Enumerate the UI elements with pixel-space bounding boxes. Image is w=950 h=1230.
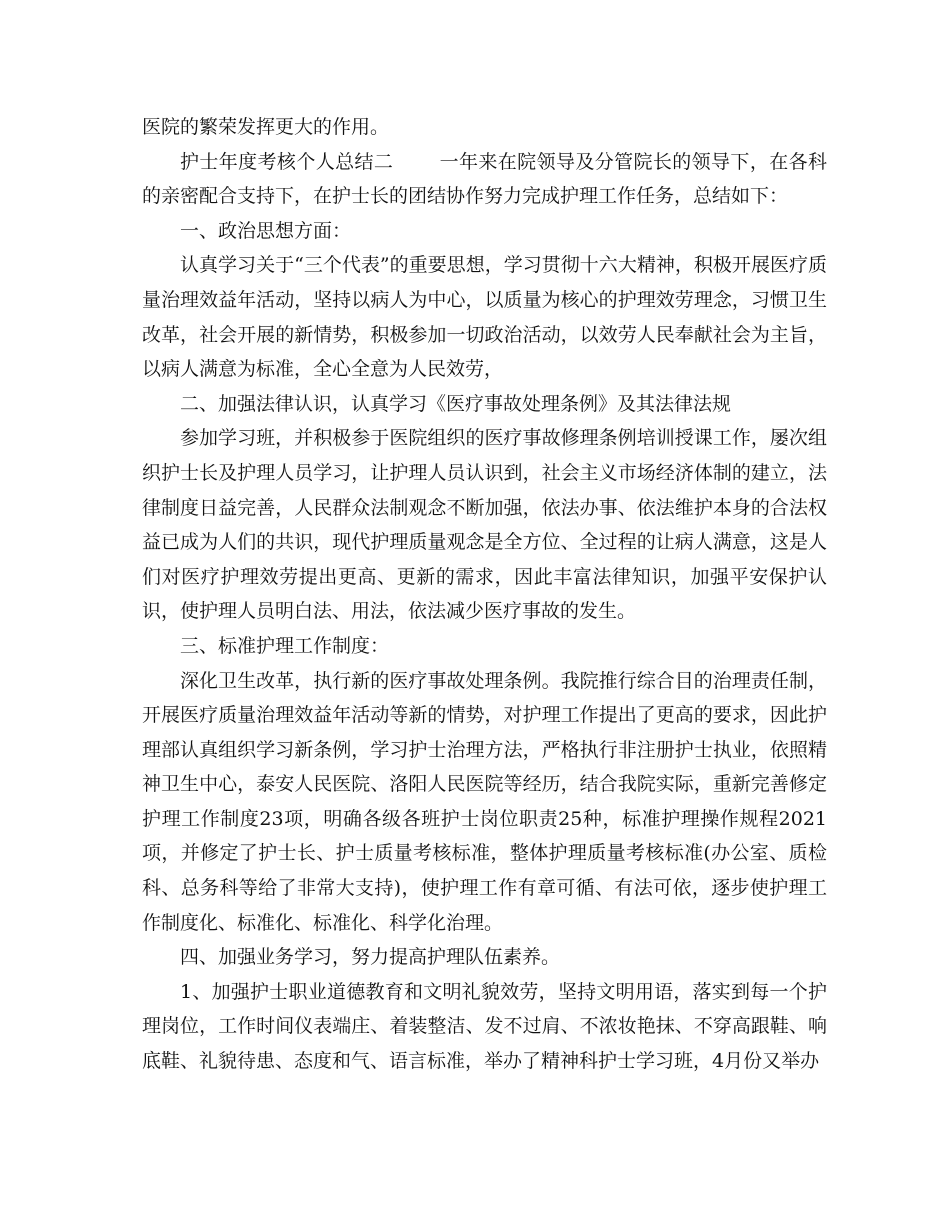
section-title: 护士年度考核个人总结二 xyxy=(180,150,394,173)
paragraph-continuation: 医院的繁荣发挥更大的作用。 xyxy=(142,116,390,138)
document-body xyxy=(142,110,827,1079)
paragraph-summary-intro xyxy=(142,145,827,214)
paragraph-legal-awareness: 参加学习班，并积极参于医院组织的医疗事故修理条例培训授课工作，屡次组织护士长及护理人员学习，让护理人员认识到，社会主义市场经济体制的建立，法律制度日益完善，人民群众法制观念不断加强，依法办事、依法维护本身的合法权益已成为人们的共识，现代护理质量观念是全方位、全过程的让病人满意，这是人们对医疗护理效劳提出更高、更新的需求，因此丰富法律知识，加强平安保护认识，使护理人员明白法、用法，依法减少医疗事故的发生。 xyxy=(142,427,827,623)
heading-political-thought: 一、政治思想方面： xyxy=(180,219,352,242)
paragraph-nursing-system: 深化卫生改革，执行新的医疗事故处理条例。我院推行综合目的治理责任制，开展医疗质量治理效益年活动等新的情势，对护理工作提出了更高的要求，因此护理部认真组织学习新条例，学习护士治理方法，严格执行非注册护士执业，依照精神卫生中心，泰安人民医院、洛阳人民医院等经历，结合我院实际，重新完善修定护理工作制度23项，明确各级各班护士岗位职责25种，标准护理操作规程2021项，并修定了护士长、护士质量考核标准，整体护理质量考核标准(办公室、质检科、总务科等给了非常大支持)，使护理工作有章可循、有法可依，逐步使护理工作制度化、标准化、标准化、科学化治理。 xyxy=(142,669,827,934)
summary-intro-text: 一年来在院领导及分管院长的领导下，在各科的亲密配合支持下，在护士长的团结协作努力完成护理工作任务，总结如下： xyxy=(142,150,827,208)
heading-professional-study: 四、加强业务学习，努力提高护理队伍素养。 xyxy=(180,946,561,969)
heading-legal-awareness: 二、加强法律认识，认真学习《医疗事故处理条例》及其法律法规 xyxy=(180,392,732,415)
paragraph-political-thought: 认真学习关于“三个代表”的重要思想，学习贯彻十六大精神，积极开展医疗质量治理效益年活动，坚持以病人为中心，以质量为核心的护理效劳理念，习惯卫生改革，社会开展的新情势，积极参加一切政治活动，以效劳人民奉献社会为主旨，以病人满意为标准，全心全意为人民效劳， xyxy=(142,254,827,381)
paragraph-professional-ethics: 1、加强护士职业道德教育和文明礼貌效劳，坚持文明用语，落实到每一个护理岗位，工作时间仪表端庄、着装整洁、发不过肩、不浓妆艳抹、不穿高跟鞋、响底鞋、礼貌待患、态度和气、语言标准，举办了精神科护士学习班，4月份又举办 xyxy=(142,980,827,1073)
heading-nursing-system: 三、标准护理工作制度： xyxy=(180,634,390,657)
